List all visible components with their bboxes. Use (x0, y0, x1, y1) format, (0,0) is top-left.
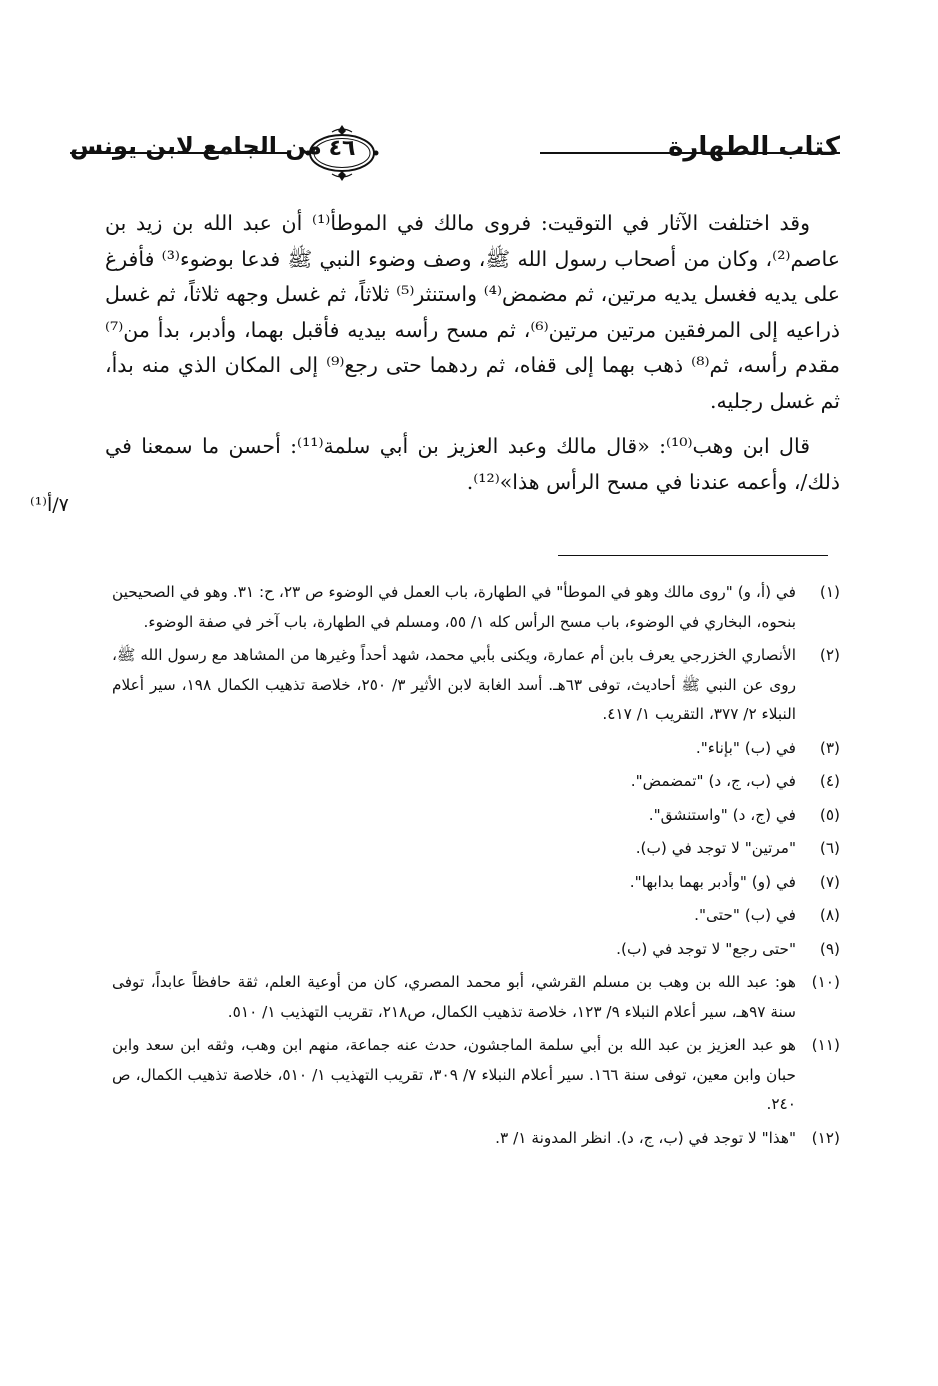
footnote-text: في (أ، و) "روى مالك وهو في الموطأ" في الطهارة، باب العمل في الوضوء ص ٢٣، ح: ٣١. وهو في الصحيحين بنحوه، البخاري في الوضوء، باب مسح الرأس كله ١/ ٥٥، ومسلم في الطهارة، باب آخر في صفة الوضوء. (112, 583, 796, 631)
footnote (112, 935, 840, 965)
footnote (112, 868, 840, 898)
paragraph: وقد اختلفت الآثار في التوقيت: فروى مالك في الموطأ⁽¹⁾ أن عبد الله بن زيد بن عاصم⁽²⁾، وكان من أصحاب رسول الله ﷺ، وصف وضوء النبي ﷺ فدعا بوضوء⁽³⁾ فأفرغ على يديه فغسل يديه مرتين، ثم مضمض⁽⁴⁾ واستنثر⁽⁵⁾ ثلاثاً، ثم غسل وجهه ثلاثاً، ثم غسل ذراعيه إلى المرفقين مرتين مرتين⁽⁶⁾، ثم مسح رأسه بيديه فأقبل بهما، وأدبر، بدأ من⁽⁷⁾ مقدم رأسه، ثم⁽⁸⁾ ذهب بهما إلى قفاه، ثم ردهما حتى رجع⁽⁹⁾ إلى المكان الذي منه بدأ، ثم غسل رجليه. (105, 211, 840, 413)
footnote-text: هو: عبد الله بن وهب بن مسلم القرشي، أبو محمد المصري، كان من أوعية العلم، ثقة حافظاً عابداً، توفى سنة ٩٧هـ، سير أعلام النبلاء ٩/ ١٢٣، خلاصة تذهيب الكمال، ص٢١٨، تقريب التهذيب ١/ ٥١٠. (112, 973, 796, 1021)
footnote (112, 641, 840, 730)
footnote-number: (١) (819, 583, 840, 601)
footnote-number: (٤) (819, 772, 840, 790)
book-title: من الجامع لابن يونس (70, 132, 322, 160)
footnote (112, 734, 840, 764)
footnote-number: (٨) (819, 906, 840, 924)
footnote (112, 1031, 840, 1120)
footnote-text: هو عبد العزيز بن عبد الله بن أبي سلمة الماجشون، حدث عنه جماعة، منهم ابن وهب، وثقه ابن سعد وابن حبان وابن معين، توفى سنة ١٦٦. سير أعلام النبلاء ٧/ ٣٠٩، تقريب التهذيب ١/ ٥١٠، خلاصة تذهيب الكمال، ص ٢٤٠. (112, 1036, 797, 1113)
footnote-number: (٩) (819, 939, 840, 958)
margin-folio-note: ٧/أ⁽¹⁾ (30, 494, 69, 516)
footnote-number: (٢) (819, 646, 840, 664)
main-text (105, 206, 840, 500)
footnote-text: في (ب، ج، د) "تمضمض". (630, 772, 796, 790)
footnote (112, 968, 840, 1027)
footnote-text: في (ب) "حتى". (694, 906, 796, 924)
footnote (112, 901, 840, 931)
footnote-number: (٦) (819, 839, 840, 857)
footnote-text: "مرتين" لا توجد في (ب). (635, 839, 796, 857)
footnote (112, 578, 840, 637)
page-number: ٤٦ (328, 136, 356, 161)
header-rule-right (540, 152, 840, 154)
footnote-text: في (ب) "بإناء". (695, 738, 796, 757)
footnote-number: (١٢) (811, 1128, 840, 1147)
footnote-text: في (و) "وأدبر بهما بدابها". (629, 872, 796, 891)
footnote-number: (١١) (811, 1036, 840, 1054)
footnote-text: "حتى رجع" لا توجد في (ب). (616, 939, 796, 958)
paragraph: قال ابن وهب⁽¹⁰⁾: «قال مالك وعبد العزيز بن أبي سلمة⁽¹¹⁾: أحسن ما سمعنا في ذلك/، وأعمه عندنا في مسح الرأس هذا»⁽¹²⁾. (105, 434, 840, 494)
footnote-text: الأنصاري الخزرجي يعرف بابن أم عمارة، ويكنى بأبي محمد، شهد أحداً وغيرها من المشاهد مع رسول الله ﷺ، روى عن النبي ﷺ أحاديث، توفى ٦٣هـ. أسد الغابة لابن الأثير ٣/ ٢٥٠، خلاصة تذهيب الكمال ١٩٨، سير أعلام النبلاء ٢/ ٣٧٧، التقريب ١/ ٤١٧. (112, 646, 796, 723)
footnote (112, 834, 840, 864)
footnote (112, 767, 840, 797)
footnote-number: (١٠) (811, 973, 840, 991)
footnotes-list (112, 578, 840, 1157)
footnote-number: (٣) (819, 738, 840, 757)
chapter-title: كتاب الطهارة (668, 132, 840, 162)
footnote (112, 801, 840, 831)
footnote-separator (558, 555, 828, 556)
footnote (112, 1124, 840, 1154)
page-header (70, 128, 840, 188)
footnote-text: "هذا" لا توجد في (ب، ج، د). انظر المدونة ١/ ٣. (495, 1128, 796, 1147)
footnote-number: (٥) (819, 805, 840, 824)
footnote-text: في (ج، د) "واستنشق". (648, 805, 796, 824)
footnote-number: (٧) (819, 872, 840, 891)
